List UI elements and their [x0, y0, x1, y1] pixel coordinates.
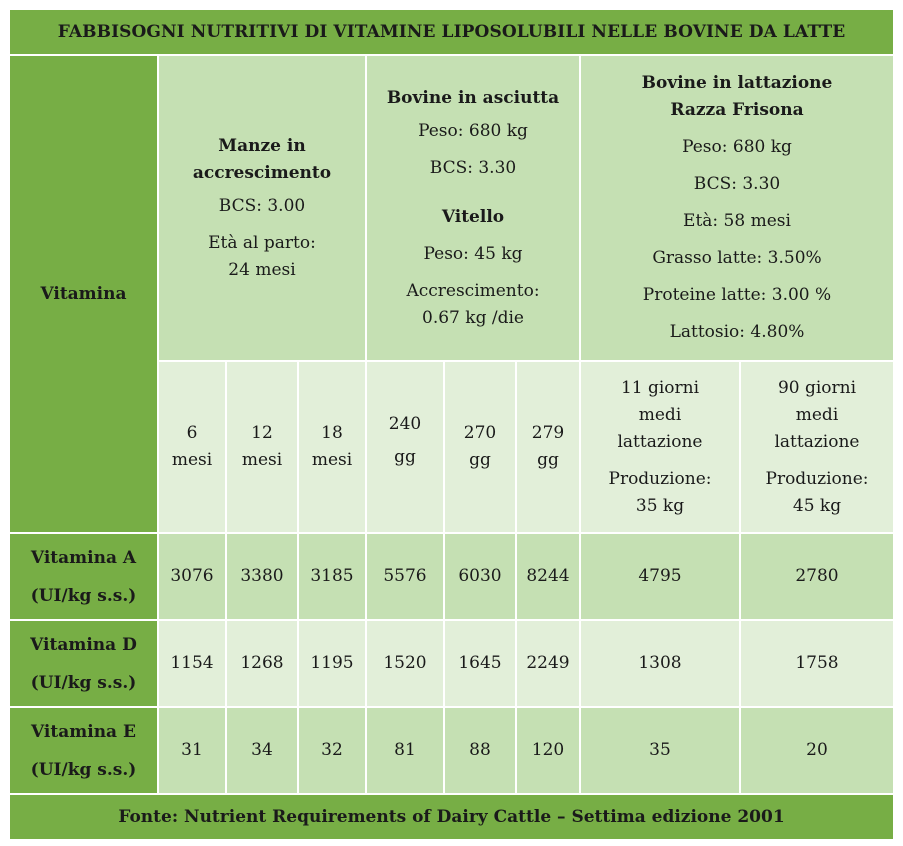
table-cell: 35 [580, 707, 740, 794]
table-cell: 2249 [516, 620, 580, 707]
table-row [9, 707, 894, 794]
table-cell: 32 [298, 707, 366, 794]
manze-eta-line2: 24 mesi [228, 259, 296, 280]
lattazione-proteine: Proteine latte: 3.00 % [642, 285, 832, 305]
table-cell: 5576 [366, 533, 444, 620]
asciutta-peso: Peso: 680 kg [418, 120, 528, 141]
table-row [9, 533, 894, 620]
table-cell: 6030 [444, 533, 516, 620]
table-cell: 1195 [298, 620, 366, 707]
subheader-240-gg: 240 gg [366, 361, 444, 533]
lattazione-bcs: BCS: 3.30 [693, 174, 781, 194]
subheader-90-giorni: 90 giorni medi lattazione Produzione: 45 kg [740, 361, 894, 533]
lattazione-title-line2: Razza Frisona [670, 100, 804, 120]
table-cell: 1758 [740, 620, 894, 707]
subheader-6-mesi: 6 mesi [158, 361, 226, 533]
subheader-12-mesi: 12 mesi [226, 361, 298, 533]
subheader-11-giorni: 11 giorni medi lattazione Produzione: 35 kg [580, 361, 740, 533]
vitello-title: Vitello [441, 206, 505, 227]
lattazione-peso: Peso: 680 kg [682, 137, 792, 157]
lattazione-grasso: Grasso latte: 3.50% [652, 248, 822, 268]
vitamina-column-header: Vitamina [9, 55, 158, 533]
vitamin-requirements-table [8, 8, 895, 841]
table-cell: 1645 [444, 620, 516, 707]
manze-eta-line1: Età al parto: [208, 232, 316, 253]
table-cell: 31 [158, 707, 226, 794]
table-cell: 20 [740, 707, 894, 794]
asciutta-group-header [366, 55, 580, 361]
table-cell: 81 [366, 707, 444, 794]
lattazione-group-header [580, 55, 894, 361]
table-cell: 1268 [226, 620, 298, 707]
table-title: FABBISOGNI NUTRITIVI DI VITAMINE LIPOSOLUBILI NELLE BOVINE DA LATTE [9, 9, 894, 55]
asciutta-bcs: BCS: 3.30 [429, 157, 517, 178]
table-cell: 120 [516, 707, 580, 794]
table-cell: 34 [226, 707, 298, 794]
table-cell: 3380 [226, 533, 298, 620]
accrescimento-line1: Accrescimento: [406, 280, 540, 301]
subheader-18-mesi: 18 mesi [298, 361, 366, 533]
row-label-vitamina-d: Vitamina D (UI/kg s.s.) [9, 620, 158, 707]
subheader-270-gg: 270 gg [444, 361, 516, 533]
table-cell: 1154 [158, 620, 226, 707]
lattazione-title-line1: Bovine in lattazione [641, 73, 833, 93]
row-label-vitamina-a: Vitamina A (UI/kg s.s.) [9, 533, 158, 620]
manze-group-header [158, 55, 366, 361]
manze-bcs: BCS: 3.00 [218, 195, 306, 216]
table-cell: 88 [444, 707, 516, 794]
lattazione-eta: Età: 58 mesi [683, 211, 791, 231]
lattazione-lattosio: Lattosio: 4.80% [669, 322, 805, 342]
row-label-vitamina-e: Vitamina E (UI/kg s.s.) [9, 707, 158, 794]
table-cell: 1308 [580, 620, 740, 707]
accrescimento-line2: 0.67 kg /die [422, 307, 524, 328]
table-cell: 3076 [158, 533, 226, 620]
subheader-279-gg: 279 gg [516, 361, 580, 533]
asciutta-title: Bovine in asciutta [386, 87, 560, 108]
table-cell: 2780 [740, 533, 894, 620]
vitello-peso: Peso: 45 kg [423, 243, 523, 264]
table-cell: 3185 [298, 533, 366, 620]
table-row [9, 620, 894, 707]
table-cell: 4795 [580, 533, 740, 620]
table-cell: 8244 [516, 533, 580, 620]
table-cell: 1520 [366, 620, 444, 707]
source-footer: Fonte: Nutrient Requirements of Dairy Cattle – Settima edizione 2001 [9, 794, 894, 840]
manze-title: Manze in accrescimento [192, 135, 332, 183]
